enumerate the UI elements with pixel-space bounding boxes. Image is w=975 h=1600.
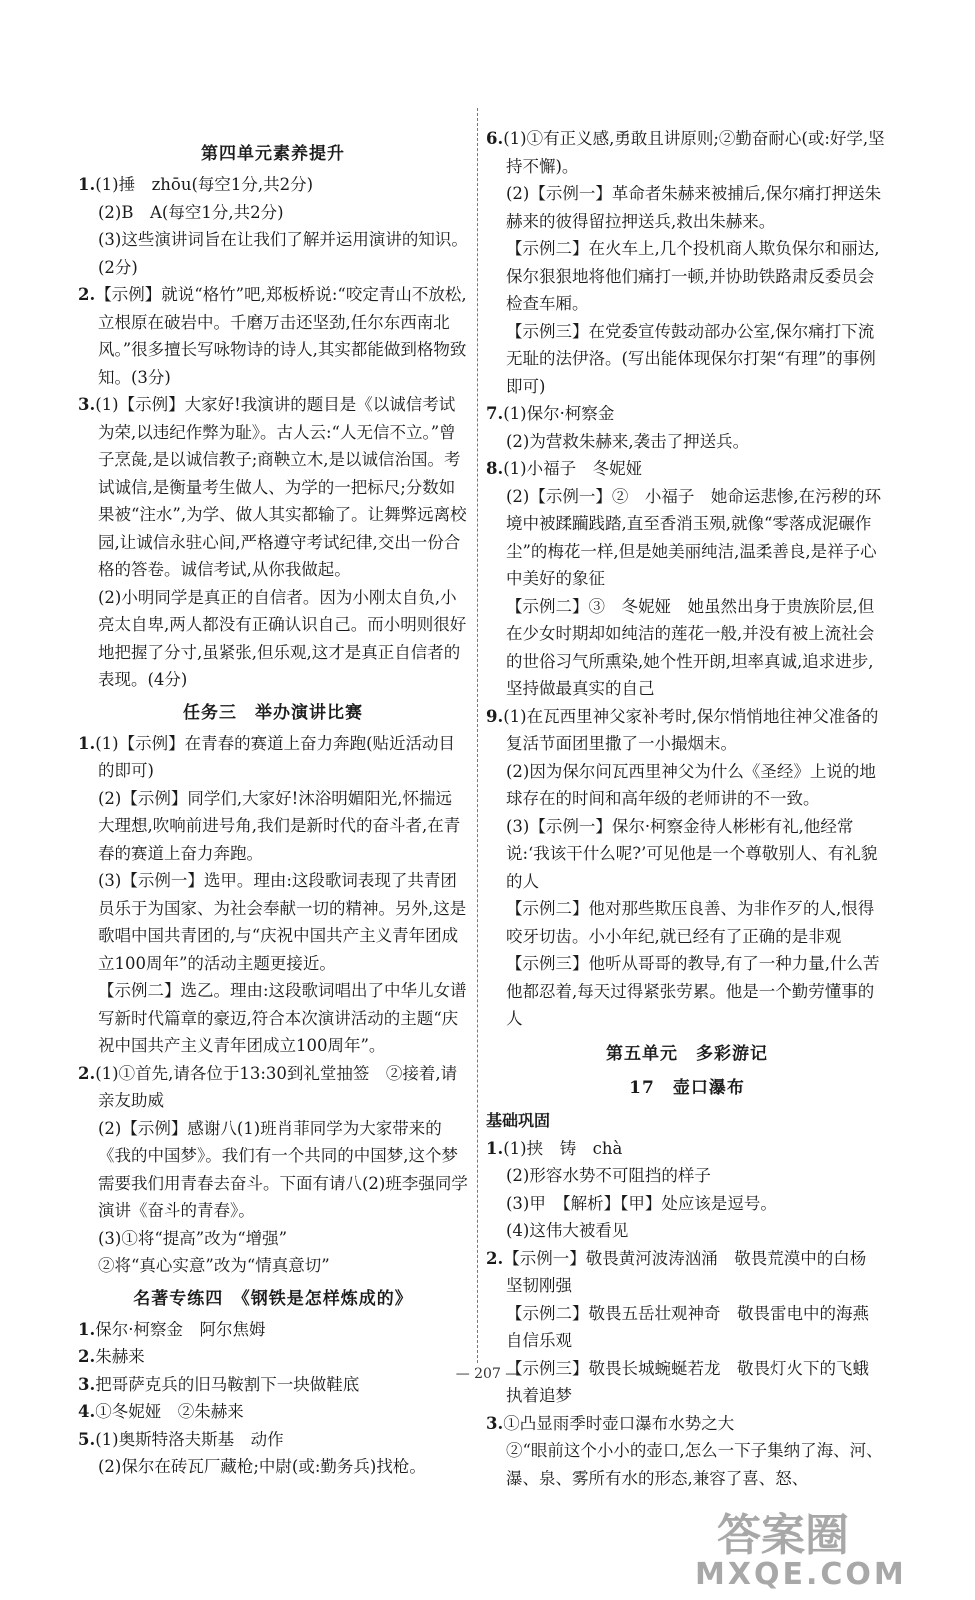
answer-text: (2)因为保尔问瓦西里神父为什么《圣经》上说的地球存在的时间和高年级的老师讲的不一致。	[506, 761, 876, 808]
answer-text: (2)【示例】感谢八(1)班肖菲同学为大家带来的《我的中国梦》。我们有一个共同的中国梦,这个梦需要我们用青春去奋斗。下面有请八(2)班李强同学演讲《奋斗的青春》。	[98, 1118, 468, 1220]
question-number: 5.	[78, 1429, 96, 1449]
answer-line	[486, 1217, 888, 1245]
question-number: 7.	[486, 404, 504, 423]
section-title-unit5: 第五单元 多彩游记	[606, 1043, 768, 1064]
answer-line	[78, 1115, 468, 1225]
answer-text: 【示例三】敬畏长城蜿蜒若龙 敬畏灯火下的飞蛾 执着追梦	[506, 1358, 886, 1405]
page-number: — 207 —	[455, 1366, 520, 1382]
answer-line	[78, 785, 468, 868]
answer-text: (1)保尔·柯察金	[503, 404, 615, 423]
answer-line	[486, 1190, 888, 1218]
answer-line	[486, 1410, 888, 1438]
answer-line	[486, 813, 888, 896]
answer-line	[78, 391, 468, 584]
answer-text: (2)小明同学是真正的自信者。因为小刚太自负,小亮太自卑,两人都没有正确认识自己。而小明则很好地把握了分寸,虽紧张,但乐观,这才是真正自信者的表现。(4分)	[98, 587, 467, 689]
answer-line	[486, 950, 888, 1033]
answer-text: 把哥萨克兵的旧马鞍割下一块做鞋底	[95, 1374, 360, 1394]
answer-text: (2)B A(每空1分,共2分)	[98, 202, 284, 222]
column-divider	[477, 108, 478, 1363]
answer-line	[486, 1135, 888, 1163]
answer-line	[486, 125, 888, 180]
answer-line	[78, 1060, 468, 1115]
answer-text: ①冬妮娅 ②朱赫来	[95, 1402, 244, 1421]
answer-line	[78, 1252, 468, 1280]
question-number: 1.	[78, 1319, 96, 1339]
answer-text: (1)【示例】大家好!我演讲的题目是《以诚信考试为荣,以违纪作弊为耻》。古人云:“人无信不立。”曾子烹彘,是以诚信教子;商鞅立木,是以诚信治国。考试诚信,是衡量考生做人、为学的一把标尺;分数如果被“注水”,为学、做人其实都输了。让舞弊远离校园,让诚信永驻心间,严格遵守考试纪律,交出一份合格的答卷。诚信考试,从你我做起。	[95, 395, 467, 579]
answer-text: ②“眼前这个小小的壶口,怎么一下子集纳了海、河、瀑、泉、雾所有水的形态,兼容了喜、怒、	[506, 1441, 883, 1488]
question-number: 3.	[486, 1413, 504, 1433]
answer-line	[78, 977, 468, 1060]
answer-text: (2)为营救朱赫来,袭击了押送兵。	[506, 431, 750, 451]
answer-text: (1)挟 铸 chà	[503, 1138, 623, 1158]
answer-text: (3)【示例一】选甲。理由:这段歌词表现了共青团员乐于为国家、为社会奉献一切的精神。另外,这是歌唱中国共青团的,与“庆祝中国共产主义青年团成立100周年”的活动主题更接近。	[98, 871, 467, 973]
answer-text: (3)甲 【解析】【甲】处应该是逗号。	[506, 1193, 777, 1213]
section-title-classic4: 名著专练四 《钢铁是怎样炼成的》	[133, 1288, 413, 1309]
answer-text: (4)这伟大被看见	[506, 1221, 629, 1240]
section-title-task3: 任务三 举办演讲比赛	[183, 702, 363, 723]
answer-line	[78, 1426, 468, 1454]
answers-unit4	[78, 171, 468, 694]
answer-line	[486, 400, 888, 428]
answer-line	[486, 483, 888, 593]
answer-text: (1)捶 zhōu(每空1分,共2分)	[95, 175, 314, 194]
answer-text: 保尔·柯察金 阿尔焦姆	[95, 1319, 266, 1339]
answer-text: 【示例二】敬畏五岳壮观神奇 敬畏雷电中的海燕 自信乐观	[506, 1303, 886, 1350]
answer-text: (1)在瓦西里神父家补考时,保尔悄悄地往神父准备的复活节面团里撒了一小撮烟末。	[503, 706, 879, 753]
watermark-icon	[677, 1498, 947, 1590]
question-number: 2.	[486, 1248, 504, 1268]
answer-text: 【示例】就说“格竹”吧,郑板桥说:“咬定青山不放松,立根原在破岩中。千磨万击还坚劲,任尔东西南北风。”很多擅长写咏物诗的诗人,其实都能做到格物致知。(3分)	[95, 285, 467, 387]
question-number: 3.	[78, 395, 96, 414]
answer-line	[486, 428, 888, 456]
answers-classic4	[78, 1316, 468, 1481]
answer-text: ①凸显雨季时壶口瀑布水势之大	[503, 1413, 735, 1433]
answer-text: (3)这些演讲词旨在让我们了解并运用演讲的知识。(2分)	[98, 230, 468, 277]
answer-line	[78, 867, 468, 977]
answer-text: 【示例三】在党委宣传鼓动部办公室,保尔痛打下流无耻的法伊洛。(写出能体现保尔打架“有理”的事例即可)	[506, 321, 876, 396]
answer-line	[78, 226, 468, 281]
answer-text: (2)【示例】同学们,大家好!沐浴明媚阳光,怀揣远大理想,吹响前进号角,我们是新时代的奋斗者,在青春的赛道上奋力奔跑。	[98, 788, 461, 863]
answer-line	[78, 730, 468, 785]
answer-text: (3)①将“提高”改为“增强”	[98, 1228, 288, 1248]
question-number: 1.	[486, 1138, 504, 1158]
answers-lesson17	[486, 1135, 888, 1493]
answer-text: (1)小福子 冬妮娅	[503, 459, 643, 478]
question-number: 1.	[78, 733, 96, 753]
answer-text: 【示例一】敬畏黄河波涛汹涌 敬畏荒漠中的白杨 坚韧刚强	[503, 1248, 883, 1295]
watermark-logo	[677, 1498, 947, 1590]
answer-text: 【示例二】③ 冬妮娅 她虽然出身于贵族阶层,但在少女时期却如纯洁的莲花一般,并没有被上流社会的世俗习气所熏染,她个性开朗,坦率真诚,追求进步,坚持做最真实的自己	[506, 596, 875, 698]
answer-text: 【示例二】选乙。理由:这段歌词唱出了中华儿女谱写新时代篇章的豪迈,符合本次演讲活动的主题“庆祝中国共产主义青年团成立100周年”。	[98, 981, 467, 1055]
answers-task3	[78, 730, 468, 1280]
answer-line	[486, 593, 888, 703]
answer-line	[78, 1316, 468, 1344]
answer-line	[486, 1245, 888, 1300]
answer-line	[486, 1300, 888, 1355]
answer-text: (1)①有正义感,勇敢且讲原则;②勤奋耐心(或:好学,坚持不懈)。	[503, 129, 885, 176]
answer-line	[486, 895, 888, 950]
question-number: 2.	[78, 1347, 96, 1366]
answer-text: (1)奥斯特洛夫斯基 动作	[95, 1429, 284, 1449]
question-number: 2.	[78, 1063, 96, 1083]
right-column	[486, 125, 888, 1492]
question-number: 6.	[486, 129, 504, 148]
question-number: 2.	[78, 285, 96, 304]
answer-text: 【示例三】他听从哥哥的教导,有了一种力量,什么苦他都忍着,每天过得紧张劳累。他是一个勤劳懂事的人	[506, 954, 880, 1028]
lesson-title-17: 17 壶口瀑布	[629, 1077, 745, 1098]
answer-line	[78, 281, 468, 391]
answer-text: (2)形容水势不可阻挡的样子	[506, 1166, 711, 1185]
answer-line	[486, 1437, 888, 1492]
question-number: 3.	[78, 1374, 96, 1394]
answer-line	[486, 1162, 888, 1190]
answer-line	[78, 1398, 468, 1426]
question-number: 1.	[78, 175, 96, 194]
answer-line	[78, 171, 468, 199]
answer-line	[78, 1453, 468, 1481]
question-number: 9.	[486, 706, 504, 726]
answer-text: (3)【示例一】保尔·柯察金待人彬彬有礼,他经常说:‘我该干什么呢?’可见他是一个尊敬别人、有礼貌的人	[506, 816, 878, 891]
answer-line	[78, 1225, 468, 1253]
watermark-brand: 答案圈	[717, 1510, 849, 1561]
answer-line	[486, 455, 888, 483]
answer-line	[486, 235, 888, 318]
answer-line	[486, 180, 888, 235]
question-number: 4.	[78, 1402, 96, 1421]
subsection-basic: 基础巩固	[486, 1110, 551, 1130]
answer-text: 【示例二】他对那些欺压良善、为非作歹的人,恨得咬牙切齿。小小年纪,就已经有了正确的是非观	[506, 899, 875, 946]
question-number: 8.	[486, 459, 504, 478]
answer-text: (2)保尔在砖瓦厂藏枪;中尉(或:勤务兵)找枪。	[98, 1457, 426, 1476]
left-column	[78, 135, 468, 1481]
answer-text: (2)【示例一】② 小福子 她命运悲惨,在污秽的环境中被蹂躏践踏,直至香消玉殒,就像“零落成泥碾作尘”的梅花一样,但是她美丽纯洁,温柔善良,是祥子心中美好的象征	[506, 486, 882, 588]
answers-classic4-cont	[486, 125, 888, 1033]
answer-line	[486, 703, 888, 758]
section-title-unit4: 第四单元素养提升	[201, 144, 345, 164]
answer-text: 【示例二】在火车上,几个投机商人欺负保尔和丽达,保尔狠狠地将他们痛打一顿,并协助铁路肃反委员会检查车厢。	[506, 239, 880, 313]
answer-text: (1)【示例】在青春的赛道上奋力奔跑(贴近活动目的即可)	[95, 733, 456, 780]
answer-text: (2)【示例一】革命者朱赫来被捕后,保尔痛打押送朱赫来的彼得留拉押送兵,救出朱赫来。	[506, 184, 882, 231]
answer-line	[486, 758, 888, 813]
answer-text: ②将“真心实意”改为“情真意切”	[98, 1256, 330, 1275]
answer-line	[78, 199, 468, 227]
answer-line	[78, 584, 468, 694]
answer-text: 朱赫来	[95, 1347, 145, 1366]
answer-line	[486, 1355, 888, 1410]
watermark-url: MXQE.COM	[695, 1557, 907, 1590]
answer-line	[486, 318, 888, 401]
answer-text: (1)①首先,请各位于13:30到礼堂抽签 ②接着,请亲友助威	[95, 1063, 458, 1110]
